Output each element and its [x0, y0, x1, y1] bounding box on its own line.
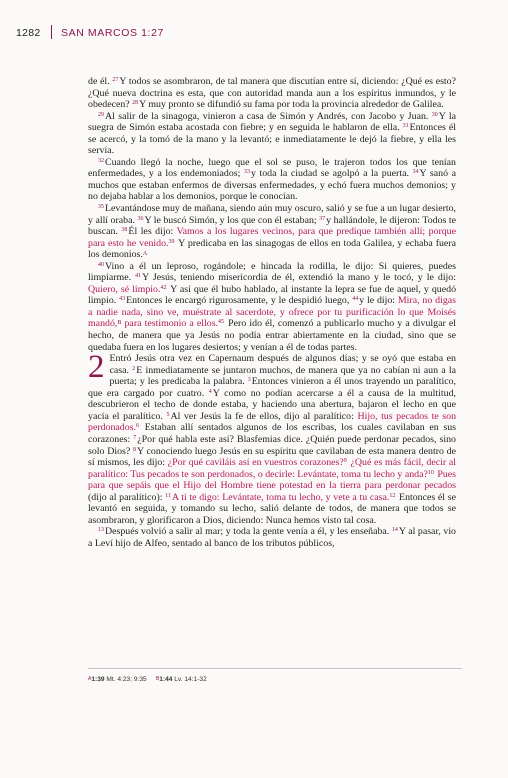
scripture-text [88, 76, 456, 549]
verse-number: 11 [165, 492, 171, 499]
verse-text: Pero ido él, comenzó a publicarlo mucho y a divulgar el hecho, de manera que ya Jesús no podía entrar abiertamente en la ciudad, sino que se quedaba fuera en los lugares desiertos; y venían a él de todas partes. [88, 318, 456, 353]
verse-number: 10 [427, 469, 434, 476]
footnote-reference[interactable]: 1:39 [91, 676, 105, 683]
words-of-christ: Mira, no digas a nadie nada, sino ve, muéstrate al sacerdote, y ofrece por tu purificación lo que Moisés mandó, [88, 295, 456, 330]
verse-text: Y al pasar, vio a Leví hijo de Alfeo, sentado al banco de los tributos públicos, [88, 526, 456, 549]
verse-text: Entró Jesús otra vez en Capernaum después de algunos días; y se oyó que estaba en casa. [109, 353, 456, 376]
verse-number: 8 [133, 446, 137, 453]
paragraph [88, 111, 456, 157]
verse-text: Y así que él hubo hablado, al instante la lepra se fue de aquel, y quedó limpio. [88, 283, 457, 307]
verse-text: Y todos se asombraron, de tal manera que discutían entre sí, diciendo: ¿Qué es esto? ¿Qué nueva doctrina es esta, que con autoridad manda aun a los espíritus inmundos, y le obedecen? [88, 76, 456, 111]
chapter-number: 2 [88, 349, 105, 386]
verse-number: 37 [319, 215, 326, 222]
verse-number: 6 [136, 423, 139, 430]
verse-number: 31 [402, 123, 409, 130]
footnote-text: Lv. 14:1-32 [172, 676, 207, 683]
verse-text: Después volvió a salir al mar; y toda la gente venía a él, y les enseñaba. [105, 526, 392, 538]
verse-number: 5 [166, 411, 170, 418]
verse-text: Al ver Jesús la fe de ellos, dijo al paralítico: [170, 410, 358, 422]
verse-text: Y predicaba en las sinagogas de ellos en toda Galilea, y echaba fuera los demonios. [88, 237, 456, 261]
page-header [0, 0, 508, 44]
verse-number: 44 [352, 296, 359, 303]
verse-text: Entonces vinieron a él unos trayendo un paralítico, que era cargado por cuatro. [88, 376, 456, 399]
words-of-christ: Quiero, sé limpio. [88, 283, 161, 295]
verse-number: 33 [243, 169, 250, 176]
verse-number: 36 [137, 215, 144, 222]
verse-number: 45 [218, 319, 225, 326]
verse-text: Y como no podían acercarse a él a causa de la multitud, descubrieron el techo de donde estaba, y haciendo una abertura, bajaron el lecho en que yacía el paralítico. [88, 387, 456, 422]
footnotes [88, 676, 462, 683]
words-of-christ: Hijo, tus pecados te son perdonados. [88, 410, 457, 434]
footnote-text: Mt. 4:23; 9:35 [104, 676, 147, 683]
paragraph [88, 157, 456, 203]
verse-text: y le dijo: [359, 295, 398, 307]
chapter-2-paragraph [88, 349, 457, 526]
verse-number: 4 [208, 388, 212, 395]
verse-number: 34 [412, 169, 419, 176]
verse-number: 29 [98, 111, 104, 118]
verse-number: 13 [98, 527, 104, 534]
page-number: 1282 [16, 27, 41, 39]
verse-number: 9 [343, 458, 347, 465]
verse-text: Y conociendo luego Jesús en su espíritu que cavilaban de esta manera dentro de sí mismos, les dijo: [88, 445, 456, 469]
verse-number: 7 [133, 434, 137, 441]
verse-number: 27 [112, 77, 119, 83]
verse-text: Él les dijo: [128, 226, 177, 238]
footnote-marker[interactable]: A [142, 251, 148, 258]
words-of-christ: para testimonio a ellos. [121, 318, 219, 330]
header-divider [51, 25, 52, 39]
paragraph [88, 526, 456, 549]
paragraph [88, 76, 456, 111]
footnote-letter: B [155, 676, 160, 682]
verse-number: 43 [119, 296, 126, 303]
footnote-item [156, 676, 207, 683]
verse-number: 30 [431, 111, 438, 118]
words-of-christ: A ti te digo: Levántate, toma tu lecho, y vete a tu casa. [171, 491, 390, 503]
verse-text: Y Jesús, teniendo misericordia de él, extendió la mano y le tocó, y le dijo: [142, 272, 456, 284]
footnote-item [88, 676, 147, 683]
verse-text: y hallándole, le dijeron: Todos te buscan. [88, 214, 456, 238]
verse-text: Entonces él se levantó en seguida, y tomando su lecho, salió delante de todos, de manera que todos se asombraron, y glorificaron a Dios, diciendo: Nunca hemos visto tal cosa. [88, 491, 456, 526]
verse-text: Y le buscó Simón, y los que con él estaban; [144, 214, 320, 226]
paragraph [88, 203, 456, 261]
footnote-marker[interactable]: B [117, 320, 122, 327]
verse-text: Y muy pronto se difundió su fama por toda la provincia alrededor de Galilea. [139, 99, 444, 111]
words-of-christ: ¿Qué es más fácil, decir al paralítico: Tus pecados te son perdonados, o decirle: Levántate, toma tu lecho y anda? [88, 457, 456, 480]
verse-text: Estaban allí sentados algunos de los escribas, los cuales cavilaban en sus corazones: [88, 422, 456, 445]
verse-text: y toda la ciudad se agolpó a la puerta. [250, 168, 413, 180]
verse-text: ¿Por qué habla este así? Blasfemias dice. ¿Quién puede perdonar pecados, sino solo Dios? [88, 433, 456, 457]
verse-text: Cuando llegó la noche, luego que el sol se puso, le trajeron todos los que tenían enfermedades, y a los endemoniados; [88, 156, 456, 180]
verse-number: 32 [98, 157, 104, 164]
verse-number: 3 [247, 377, 251, 384]
verse-text: E inmediatamente se juntaron muchos, de manera que ya no cabían ni aun a la puerta; y les predicaba la palabra. [109, 364, 456, 388]
verse-text: Y la suegra de Simón estaba acostada con fiebre; y en seguida le hablaron de ella. [88, 110, 456, 134]
verse-text: (dijo al paralítico): [88, 491, 166, 503]
verse-number: 41 [135, 273, 142, 280]
verse-number: 35 [98, 204, 104, 211]
verse-text: Vino a él un leproso, rogándole; e hincada la rodilla, le dijo: Si quieres, puedes limpiarme. [88, 260, 456, 284]
verse-number: 12 [389, 492, 396, 499]
verse-text: Entonces él se acercó, y la tomó de la mano y la levantó; e inmediatamente le dejó la fiebre, y ella les servía. [88, 122, 456, 157]
words-of-christ: Vamos a los lugares vecinos, para que predique también allí; porque para esto he venido. [88, 226, 456, 249]
footnote-reference[interactable]: 1:44 [159, 676, 173, 683]
footnote-divider [88, 668, 462, 669]
running-head: SAN MARCOS 1:27 [61, 27, 164, 39]
verse-number: 14 [391, 527, 398, 534]
verse-number: 2 [132, 365, 136, 372]
verse-text: Levantándose muy de mañana, siendo aún muy oscuro, salió y se fue a un lugar desierto, y allí oraba. [88, 203, 457, 226]
words-of-christ: Pues para que sepáis que el Hijo del Hombre tiene potestad en la tierra para perdonar pecados [88, 468, 457, 492]
verse-text: Y sanó a muchos que estaban enfermos de diversas enfermedades, y echó fuera muchos demonios; y no dejaba hablar a los demonios, porque le conocían. [88, 168, 456, 203]
paragraph [88, 261, 456, 353]
verse-number: 42 [160, 284, 167, 291]
verse-text: de él. [88, 76, 113, 87]
verse-text: Al salir de la sinagoga, vinieron a casa de Simón y Andrés, con Jacobo y Juan. [105, 110, 432, 122]
verse-number: 38 [121, 227, 128, 234]
words-of-christ: ¿Por qué caviláis así en vuestros corazones? [167, 457, 344, 469]
verse-text: Entonces le encargó rigurosamente, y le despidió luego, [126, 295, 353, 307]
verse-number: 40 [98, 261, 104, 268]
verse-number: 39 [168, 238, 175, 245]
verse-number: 28 [132, 100, 139, 107]
footnote-letter: A [88, 676, 92, 682]
